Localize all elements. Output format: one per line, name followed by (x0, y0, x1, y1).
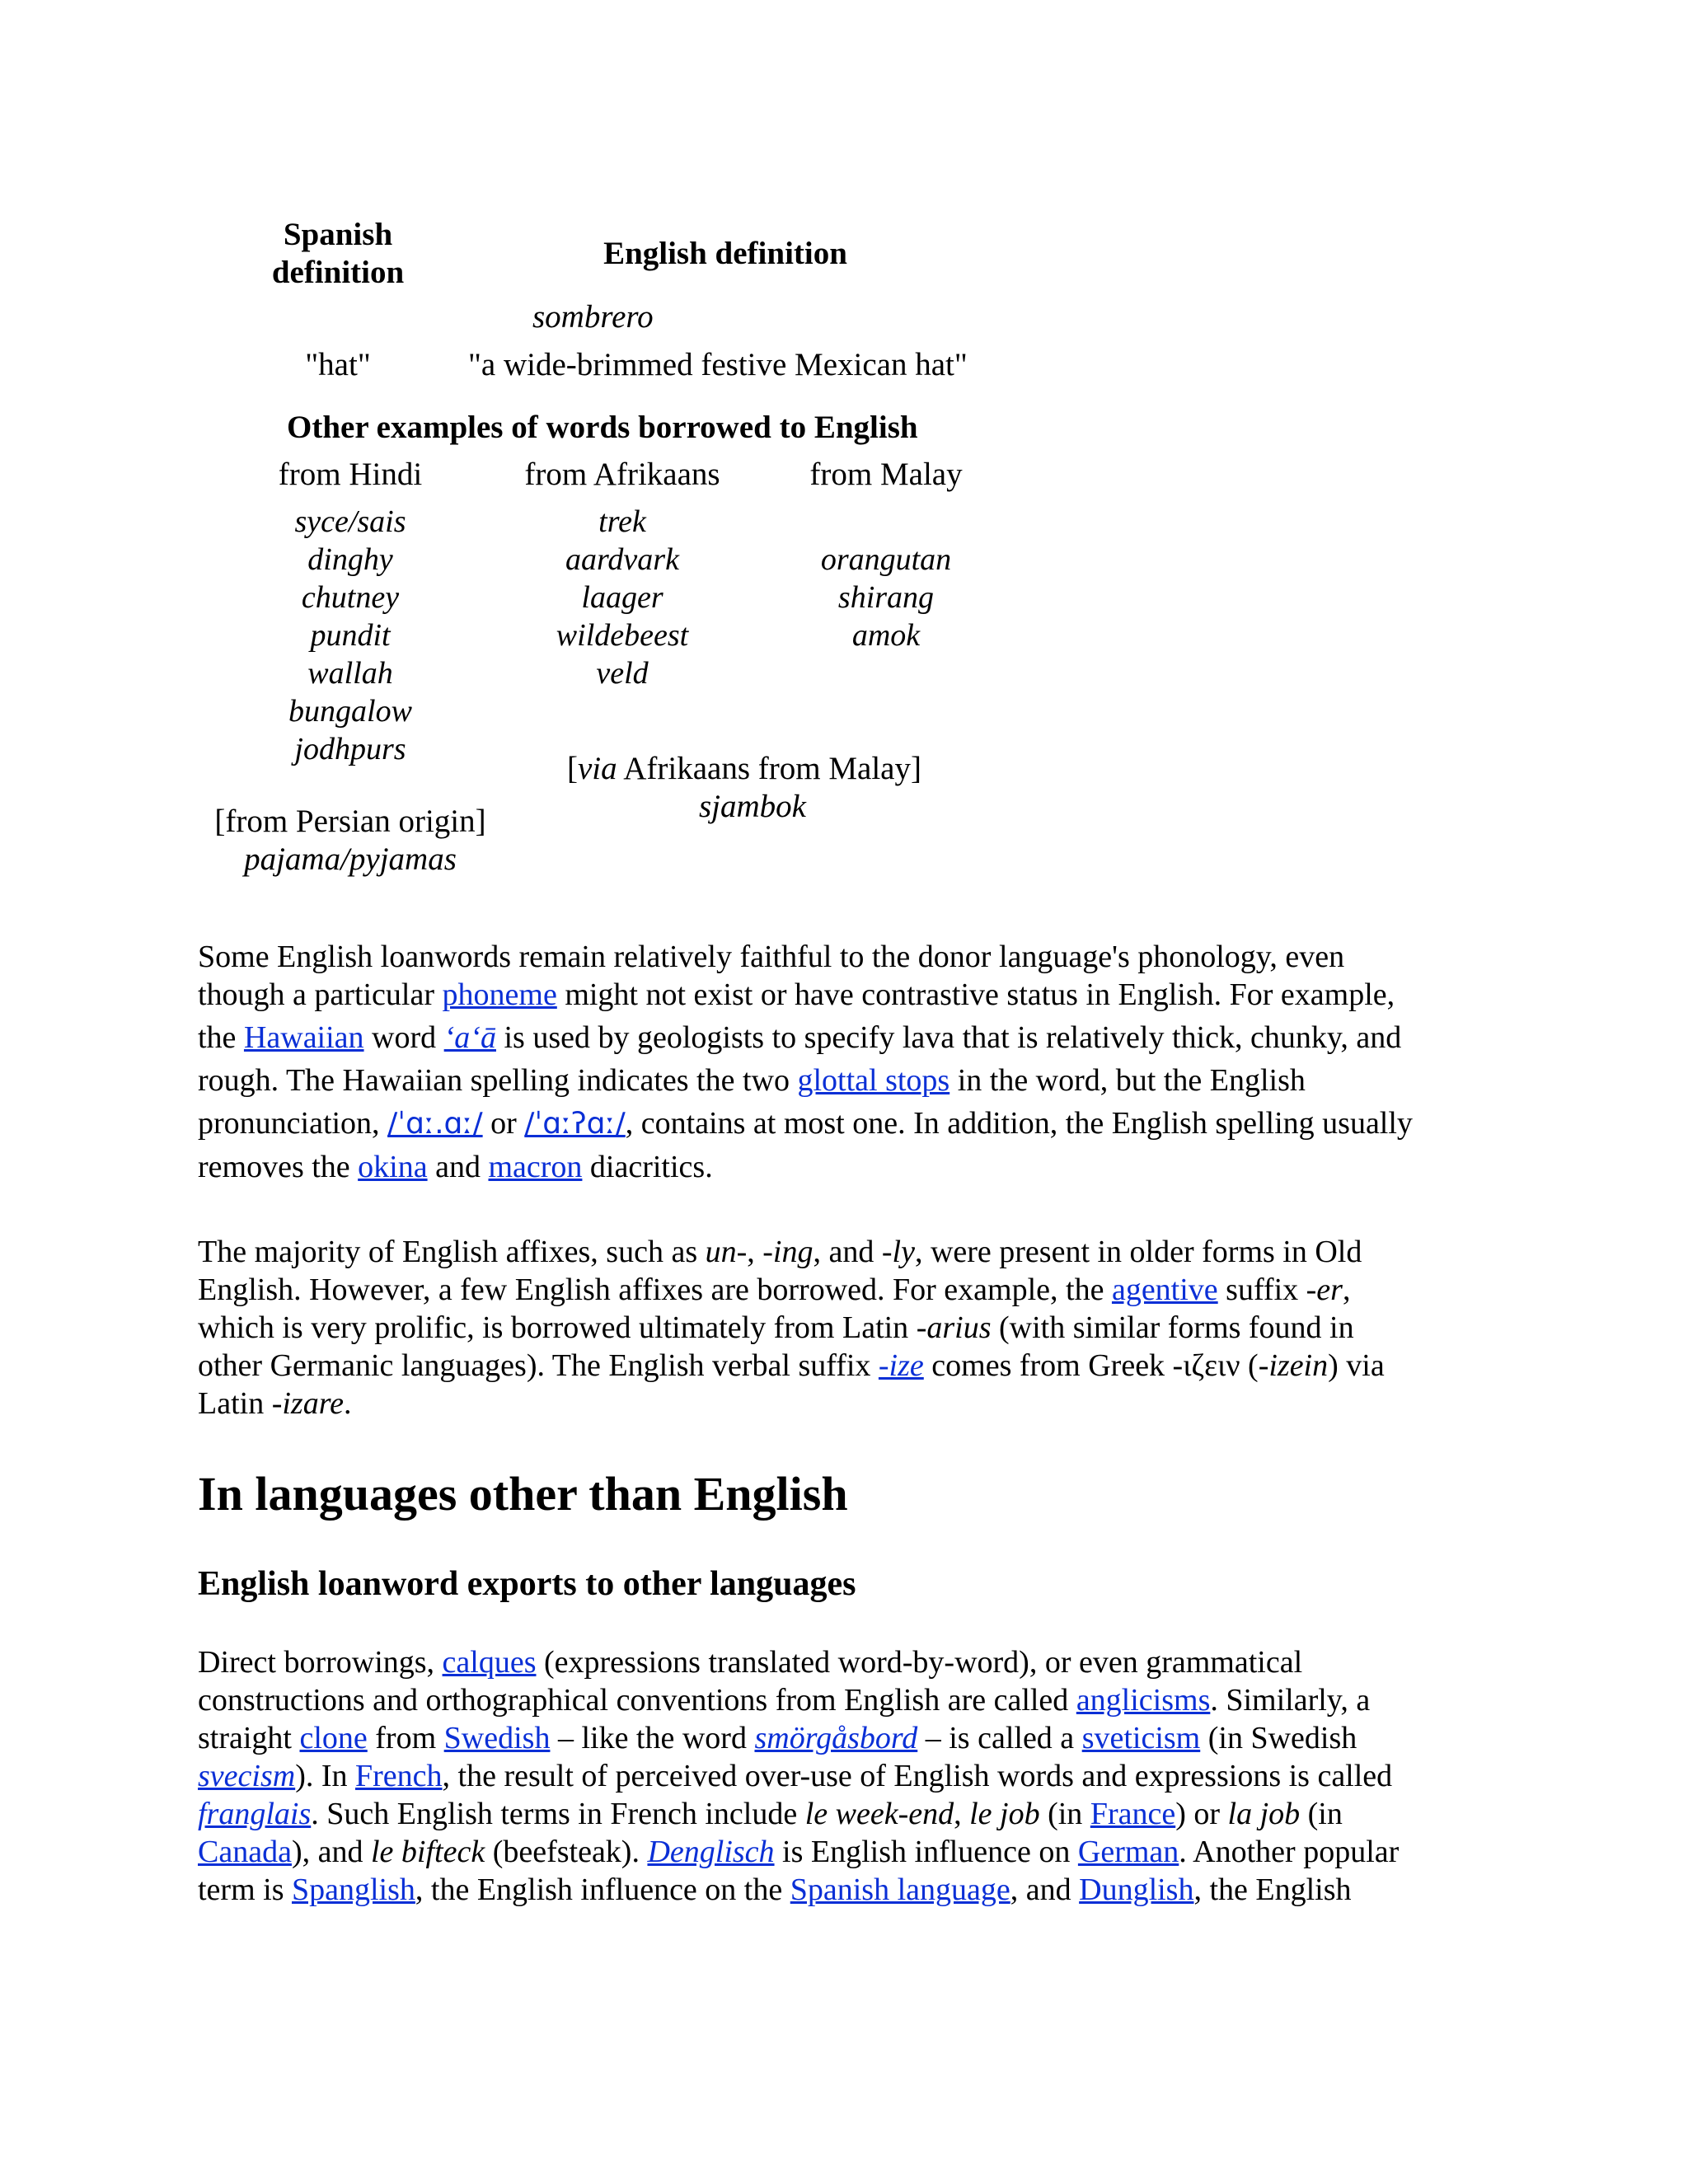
list-item: chutney (301, 580, 400, 615)
link-france[interactable]: France (1090, 1797, 1176, 1831)
link-agentive[interactable]: agentive (1111, 1272, 1218, 1307)
link-clone[interactable]: clone (299, 1721, 368, 1755)
link-denglisch[interactable]: Denglisch (647, 1835, 775, 1869)
list-item: wildebeest (556, 618, 689, 653)
section-heading: In languages other than English (198, 1467, 848, 1521)
persian-origin-word: pajama/pyjamas (244, 841, 457, 877)
list-item: aardvark (565, 542, 679, 577)
english-definition-value: "a wide-brimmed festive Mexican hat" (468, 347, 968, 382)
link-ipa-2[interactable]: /ˈɑːʔɑː/ (524, 1107, 626, 1141)
list-item: bungalow (288, 694, 412, 729)
header-from-malay: from Malay (809, 457, 963, 492)
link-canada[interactable]: Canada (198, 1835, 292, 1869)
via-example-word: sjambok (699, 789, 806, 824)
link-german[interactable]: German (1077, 1835, 1179, 1869)
link-glottal-stops[interactable]: glottal stops (797, 1063, 950, 1098)
header-spanish-definition: Spanish definition (271, 217, 405, 290)
list-item: pundit (310, 618, 391, 653)
paragraph-anglicisms: Direct borrowings, calques (expressions translated word-by-word), or even grammatical constructions and orthographical conventions from English are called anglicisms. Similarly, a straight clone from Swedish – like the word smörgåsbord – is called a sveticism (in Swedish svecism). In French, the result of perceived over-use of English words and expressions is called franglais. Such English terms in French include le week-end, le job (in France) or la job (in Canada), and le bifteck (beefsteak). Denglisch is English influence on German. Another popular term is Spanglish, the English influence on the Spanish language, and Dunglish, the English (198, 1645, 1400, 1907)
link-spanglish[interactable]: Spanglish (291, 1872, 415, 1907)
hindi-word-list (239, 503, 462, 768)
list-item: amok (851, 618, 921, 653)
link-smorgasbord[interactable]: smörgåsbord (754, 1721, 918, 1755)
link-sveticism[interactable]: sveticism (1081, 1721, 1201, 1755)
table2-title: Other examples of words borrowed to English (287, 410, 918, 445)
list-item: shirang (837, 580, 935, 615)
list-item: syce/sais (294, 504, 406, 539)
via-afrikaans-note: [via Afrikaans from Malay] (567, 751, 921, 786)
word-sombrero: sombrero (532, 299, 654, 335)
link-swedish[interactable]: Swedish (443, 1721, 551, 1755)
link-calques[interactable]: calques (442, 1645, 537, 1680)
header-from-hindi: from Hindi (278, 457, 423, 492)
subsection-heading: English loanword exports to other languages (198, 1565, 856, 1603)
list-item: jodhpurs (294, 732, 406, 766)
malay-word-list (775, 541, 997, 654)
link-phoneme[interactable]: phoneme (442, 977, 557, 1012)
link-dunglish[interactable]: Dunglish (1079, 1872, 1194, 1907)
afrikaans-word-list (511, 503, 734, 692)
list-item: trek (598, 504, 646, 539)
list-item: wallah (307, 656, 393, 691)
persian-origin-note: [from Persian origin] (214, 804, 486, 839)
link-okina[interactable]: okina (358, 1150, 428, 1184)
link-french[interactable]: French (355, 1759, 443, 1793)
link-ize[interactable]: -ize (878, 1348, 924, 1383)
link-aa[interactable]: ʻaʻā (443, 1020, 496, 1055)
header-english-definition: English definition (603, 236, 847, 271)
link-ipa-1[interactable]: /ˈɑː.ɑː/ (387, 1107, 483, 1141)
link-svecism[interactable]: svecism (198, 1759, 296, 1793)
list-item: laager (581, 580, 663, 615)
header-from-afrikaans: from Afrikaans (524, 457, 720, 492)
link-franglais[interactable]: franglais (198, 1797, 312, 1831)
link-anglicisms[interactable]: anglicisms (1076, 1683, 1211, 1718)
list-item: veld (596, 656, 649, 691)
link-spanish-language[interactable]: Spanish language (790, 1872, 1010, 1907)
list-item: dinghy (307, 542, 393, 577)
link-hawaiian[interactable]: Hawaiian (243, 1020, 364, 1055)
spanish-definition-value: "hat" (305, 347, 371, 382)
paragraph-affixes: The majority of English affixes, such as un-, -ing, and -ly, were present in older forms in Old English. However, a few English affixes are borrowed. For example, the agentive suffix -er, which is very prolific, is borrowed ultimately from Latin -arius (with similar forms found in other Germanic languages). The English verbal suffix -ize comes from Greek -ιζειν (-izein) via Latin -izare. (198, 1235, 1385, 1421)
link-macron[interactable]: macron (488, 1150, 583, 1184)
paragraph-phonology: Some English loanwords remain relatively faithful to the donor language's phonology, even though a particular phoneme might not exist or have contrastive status in English. For example, the Hawaiian word ʻaʻā is used by geologists to specify lava that is relatively thick, chunky, and rough. The Hawaiian spelling indicates the two glottal stops in the word, but the English pronunciation, /ˈɑː.ɑː/ or /ˈɑːʔɑː/, contains at most one. In addition, the English spelling usually removes the okina and macron diacritics. (198, 940, 1413, 1184)
list-item: orangutan (820, 542, 952, 577)
